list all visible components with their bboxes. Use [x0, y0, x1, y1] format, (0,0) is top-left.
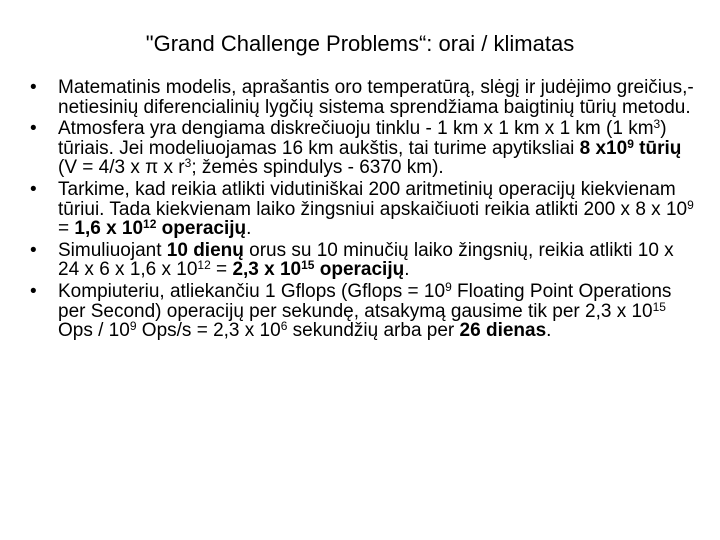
bullet-text: ) tūriais. Jei modeliuojamas 16 km aukštis, tai turime apytiksliai: [58, 118, 667, 159]
bullet-marker: •: [30, 77, 37, 98]
bullet-text: Tarkime, kad reikia atlikti vidutiniškai 200 aritmetinių operacijų kiekvienam tūriui. Tada kiekvienam laiko žingsniui apskaičiuoti reikia atlikti 200 x 8 x 10: [58, 178, 688, 220]
bold-text: operacijų: [314, 259, 405, 281]
bullet-marker: •: [30, 239, 37, 261]
bullet-marker: •: [30, 178, 37, 200]
bullet-item: [28, 78, 698, 117]
bullet-text: Simuliuojant: [58, 239, 167, 261]
bullet-text: sekundžių arba per: [287, 320, 460, 342]
superscript: 9: [129, 319, 137, 334]
superscript: 12: [143, 217, 157, 232]
superscript: 9: [627, 136, 634, 151]
bullet-text: Atmosfera yra dengiama diskrečiuoju tinklu - 1 km x 1 km x 1 km (1 km: [58, 118, 654, 140]
bullet-item: [28, 119, 698, 178]
bullet-item: [28, 241, 698, 280]
bullet-item: [28, 279, 698, 342]
bold-text: 2,3 x 10: [232, 259, 302, 281]
bullet-marker: •: [30, 118, 37, 140]
superscript: 12: [197, 258, 211, 273]
bold-text: 8 x10: [579, 137, 628, 159]
bullet-text: Floating Point Operations per Second) operacijų per sekundę, atsakymą gausime tik per 2,3 x 10: [58, 280, 672, 322]
superscript: 15: [652, 299, 666, 314]
superscript: 6: [280, 319, 288, 334]
bullet-text: Ops/s = 2,3 x 10: [136, 320, 281, 342]
bullet-marker: •: [30, 280, 37, 302]
bullet-text: .: [546, 320, 552, 342]
bullet-text: orus su 10 minučių laiko žingsnių, reikia atlikti 10 x 24 x 6 x 1,6 x 10: [58, 239, 674, 281]
bullet-item: [28, 180, 698, 239]
superscript: 9: [445, 279, 452, 294]
bullet-text: Ops / 10: [58, 320, 130, 342]
superscript: 15: [301, 258, 315, 273]
bullet-text: .: [246, 218, 252, 240]
bullet-text: Kompiuteriu, atliekančiu 1 Gflops (Gflops = 10: [58, 280, 446, 302]
bullet-list: [28, 78, 698, 343]
bold-text: operacijų: [156, 218, 247, 240]
bullet-text: .: [404, 259, 410, 281]
bold-text: tūrių: [633, 137, 682, 159]
superscript: 3: [184, 156, 192, 171]
superscript: 9: [687, 197, 694, 212]
bullet-text: (V = 4/3 x π x r: [58, 157, 185, 179]
bullet-text: ; žemės spindulys - 6370 km).: [191, 157, 444, 179]
slide-title: "Grand Challenge Problems“: orai / klimatas: [145, 31, 575, 56]
bullet-text: =: [210, 259, 233, 281]
bold-text: 10 dienų: [166, 239, 244, 261]
bullet-text: =: [58, 218, 75, 240]
bold-text: 26 dienas: [459, 320, 547, 342]
superscript: 3: [653, 117, 661, 132]
bold-text: 1,6 x 10: [74, 218, 144, 240]
bullet-text: Matematinis modelis, aprašantis oro temperatūrą, slėgį ir judėjimo greičius,- netiesinių diferencialinių lygčių sistema sprendžiama baigtinių tūrių metodu.: [58, 77, 694, 118]
